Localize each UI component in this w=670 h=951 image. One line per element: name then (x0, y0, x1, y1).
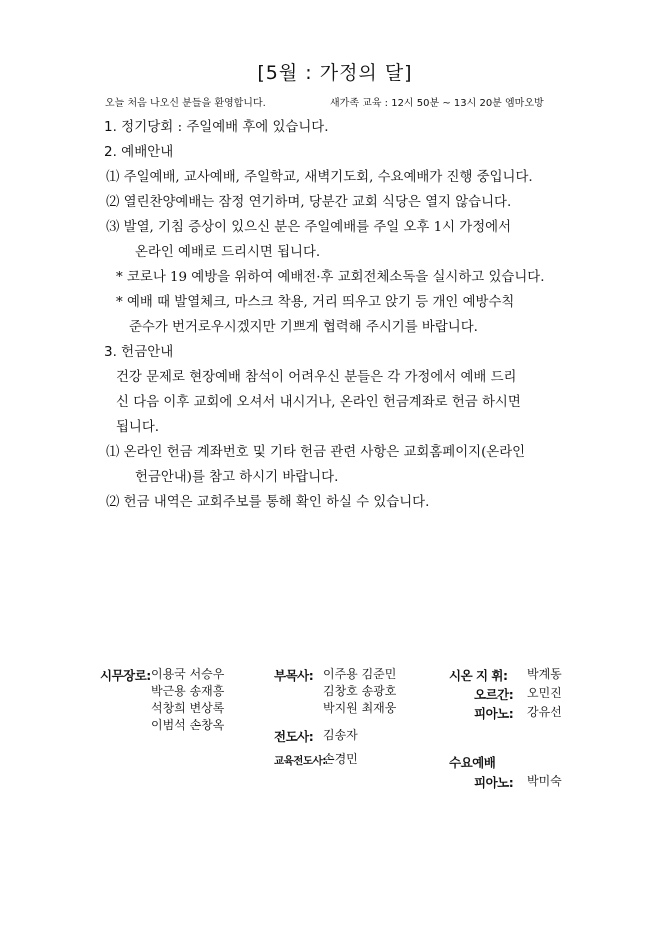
choir-conductor-label: 시온 지 휘: (449, 668, 508, 683)
paragraph-line: 신 다음 이후 교회에 오셔서 내시거나, 온라인 헌금계좌로 헌금 하시면 (116, 395, 521, 410)
elders-row: 이용국 서승우 (151, 667, 225, 681)
section-board-meeting (104, 115, 574, 140)
education-evangelist-label: 교육전도사: (274, 755, 326, 767)
education-evangelist-name: 손경민 (323, 752, 358, 766)
list-item-continuation: 헌금안내)를 참고 하시기 바랍니다. (135, 470, 339, 485)
page-title: [5월 : 가정의 달] (257, 62, 413, 84)
wednesday-service-heading: 수요예배 (449, 755, 496, 770)
piano-name: 강유선 (527, 705, 562, 719)
section-text: : 주일예배 후에 있습니다. (173, 120, 329, 135)
paragraph-line: 건강 문제로 현장예배 참석이 어려우신 분들은 각 가정에서 예배 드리 (116, 370, 517, 385)
section-number: 2. (104, 144, 117, 160)
section-heading: 헌금안내 (121, 344, 174, 360)
evangelist-name: 김송자 (323, 728, 358, 742)
organ-name: 오민진 (527, 686, 562, 700)
section-number: 3. (104, 344, 117, 360)
section-offering (104, 340, 574, 365)
wednesday-piano-name: 박미숙 (527, 774, 562, 788)
list-item: ⑵ 헌금 내역은 교회주보를 통해 확인 하실 수 있습니다. (106, 495, 430, 510)
list-item: ⑶ 발열, 기침 증상이 있으신 분은 주일예배를 주일 오후 1시 가정에서 (106, 220, 512, 235)
elders-row: 석창희 변상록 (151, 701, 225, 715)
organ-label: 오르간: (474, 687, 514, 702)
piano-label: 피아노: (474, 706, 514, 721)
welcome-text: 오늘 처음 나오신 분들을 환영합니다. (105, 98, 266, 109)
evangelist-label: 전도사: (274, 729, 314, 744)
note-item: * 예배 때 발열체크, 마스크 착용, 거리 띄우고 앉기 등 개인 예방수칙 (116, 295, 515, 310)
section-heading: 예배안내 (121, 144, 174, 160)
associate-pastors-row: 박지원 최재웅 (323, 701, 397, 715)
elders-row: 이범석 손창옥 (151, 718, 225, 732)
paragraph-line: 됩니다. (116, 420, 160, 435)
section-heading: 정기당회 (121, 119, 174, 135)
elders-label: 시무장로: (100, 668, 151, 683)
list-item: ⑴ 주일예배, 교사예배, 주일학교, 새벽기도회, 수요예배가 진행 중입니다. (106, 170, 533, 185)
wednesday-piano-label: 피아노: (474, 775, 514, 790)
note-item: * 코로나 19 예방을 위하여 예배전·후 교회전체소독을 실시하고 있습니다. (116, 270, 545, 285)
elders-row: 박근용 송재흥 (151, 684, 225, 698)
associate-pastors-row: 김창호 송광호 (323, 684, 397, 698)
section-number: 1. (104, 119, 117, 135)
list-item: ⑵ 열린찬양예배는 잠정 연기하며, 당분간 교회 식당은 열지 않습니다. (106, 195, 512, 210)
newfamily-education: 새가족 교육 : 12시 50분 ~ 13시 20분 엠마오방 (330, 98, 544, 109)
associate-pastors-label: 부목사: (274, 668, 314, 683)
announcement-body (104, 115, 574, 515)
section-worship (104, 140, 574, 165)
list-item: ⑴ 온라인 헌금 계좌번호 및 기타 헌금 관련 사항은 교회홈페이지(온라인 (106, 445, 526, 460)
list-item-continuation: 온라인 예배로 드리시면 됩니다. (135, 245, 321, 260)
choir-conductor-name: 박계동 (527, 667, 562, 681)
associate-pastors-row: 이주용 김준민 (323, 667, 397, 681)
note-item-continuation: 준수가 번거로우시겠지만 기쁘게 협력해 주시기를 바랍니다. (129, 320, 478, 335)
